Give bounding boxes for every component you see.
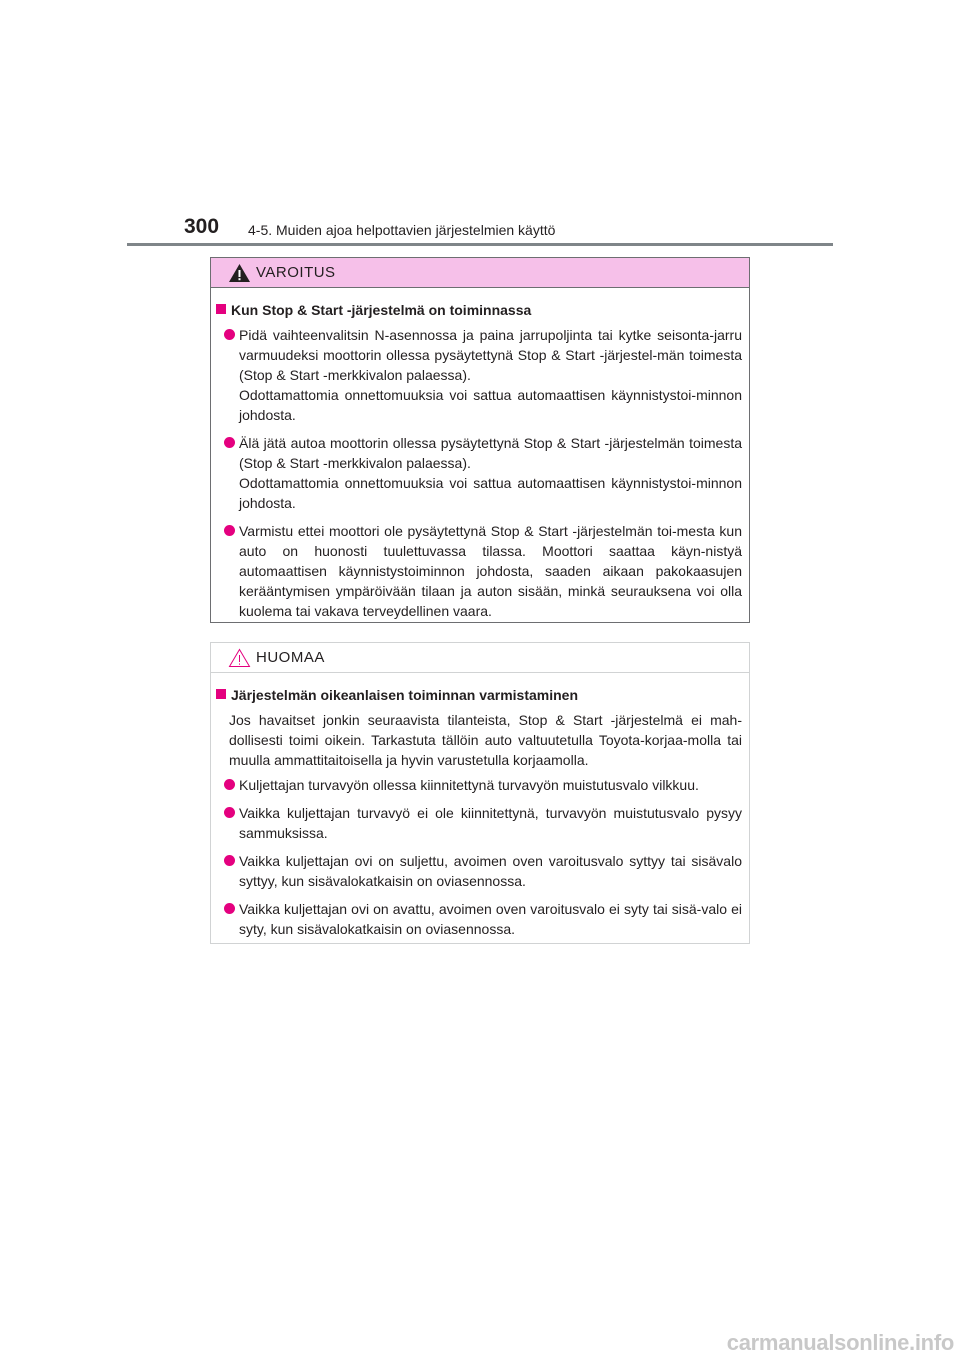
round-bullet-icon [224, 807, 235, 818]
notice-triangle-outline-icon [228, 648, 251, 668]
warning-list-item [224, 433, 742, 513]
warning-item-text: Pidä vaihteenvalitsin N-asennossa ja paina jarrupoljinta tai kytke seisonta-jarru varmuudeksi moottorin ollessa pysäytettynä Stop & Start -järjestel-män toimesta (Stop & Start -merkkivalon palaessa). Odottamattomia onnettomuuksia voi sattua automaattisen käynnistystoi-minnon johdosta. [239, 327, 742, 423]
square-bullet-icon [216, 304, 226, 314]
notice-heading-text: Järjestelmän oikeanlaisen toiminnan varmistaminen [231, 687, 579, 703]
notice-box-header [211, 643, 749, 673]
notice-list-item [224, 803, 742, 843]
square-bullet-icon [216, 689, 226, 699]
warning-item-text: Varmistu ettei moottori ole pysäytettynä Stop & Start -järjestelmän toi-mesta kun auto on huonosti tuulettuvassa tilassa. Moottori saattaa käyn-nistyä automaattisen käynnistystoiminnon johdosta, saaden aikaan pakokaasujen kerääntymisen ympäröivään tilaan ja auton sisään, minkä seurauksena voi olla kuolema tai vakava terveydellinen vaara. [239, 523, 742, 619]
notice-list-item [224, 899, 742, 939]
notice-item-text: Kuljettajan turvavyön ollessa kiinnitettynä turvavyön muistutusvalo vilkkuu. [239, 777, 699, 793]
round-bullet-icon [224, 437, 235, 448]
warning-body [211, 288, 749, 621]
page-number: 300 [184, 215, 220, 238]
watermark: carmanualsonline.info [726, 1330, 954, 1355]
warning-item-text: Älä jätä autoa moottorin ollessa pysäytettynä Stop & Start -järjestelmän toimesta (Stop & Start -merkkivalon palaessa). Odottamattomia onnettomuuksia voi sattua automaattisen käynnistystoi-minnon johdosta. [239, 435, 742, 511]
warning-list-item [224, 521, 742, 621]
warning-triangle-filled-icon [228, 263, 251, 283]
notice-sub-heading [216, 685, 742, 705]
notice-item-text: Vaikka kuljettajan ovi on avattu, avoimen oven varoitusvalo ei syty tai sisä-valo ei syty, kun sisävalokatkaisin on oviasennossa. [239, 901, 742, 937]
notice-intro: Jos havaitset jonkin seuraavista tilanteista, Stop & Start -järjestelmä ei mah-dollisesti toimi oikein. Tarkastuta tällöin auto valtuutetulla Toyota-korjaa-molla tai muulla ammattitaitoisella ja hyvin varustetulla korjaamolla. [229, 712, 742, 768]
round-bullet-icon [224, 525, 235, 536]
warning-box-header [211, 258, 749, 288]
notice-body [211, 673, 749, 939]
notice-item-text: Vaikka kuljettajan ovi on suljettu, avoimen oven varoitusvalo syttyy tai sisävalo syttyy, kun sisävalokatkaisin on oviasennossa. [239, 853, 742, 889]
round-bullet-icon [224, 855, 235, 866]
warning-heading-text: Kun Stop & Start -järjestelmä on toiminnassa [231, 302, 532, 318]
notice-list-item [224, 851, 742, 891]
section-title: 4-5. Muiden ajoa helpottavien järjestelmien käyttö [248, 222, 556, 238]
notice-box [210, 642, 750, 944]
warning-sub-heading [216, 300, 742, 320]
warning-list-item [224, 325, 742, 425]
notice-item-text: Vaikka kuljettajan turvavyö ei ole kiinnitettynä, turvavyön muistutusvalo pysyy sammuksissa. [239, 805, 742, 841]
round-bullet-icon [224, 779, 235, 790]
warning-box [210, 257, 750, 623]
round-bullet-icon [224, 903, 235, 914]
warning-label: VAROITUS [256, 264, 336, 281]
notice-label: HUOMAA [256, 649, 325, 666]
header-rule [127, 243, 833, 246]
notice-list-item [224, 775, 742, 795]
round-bullet-icon [224, 329, 235, 340]
